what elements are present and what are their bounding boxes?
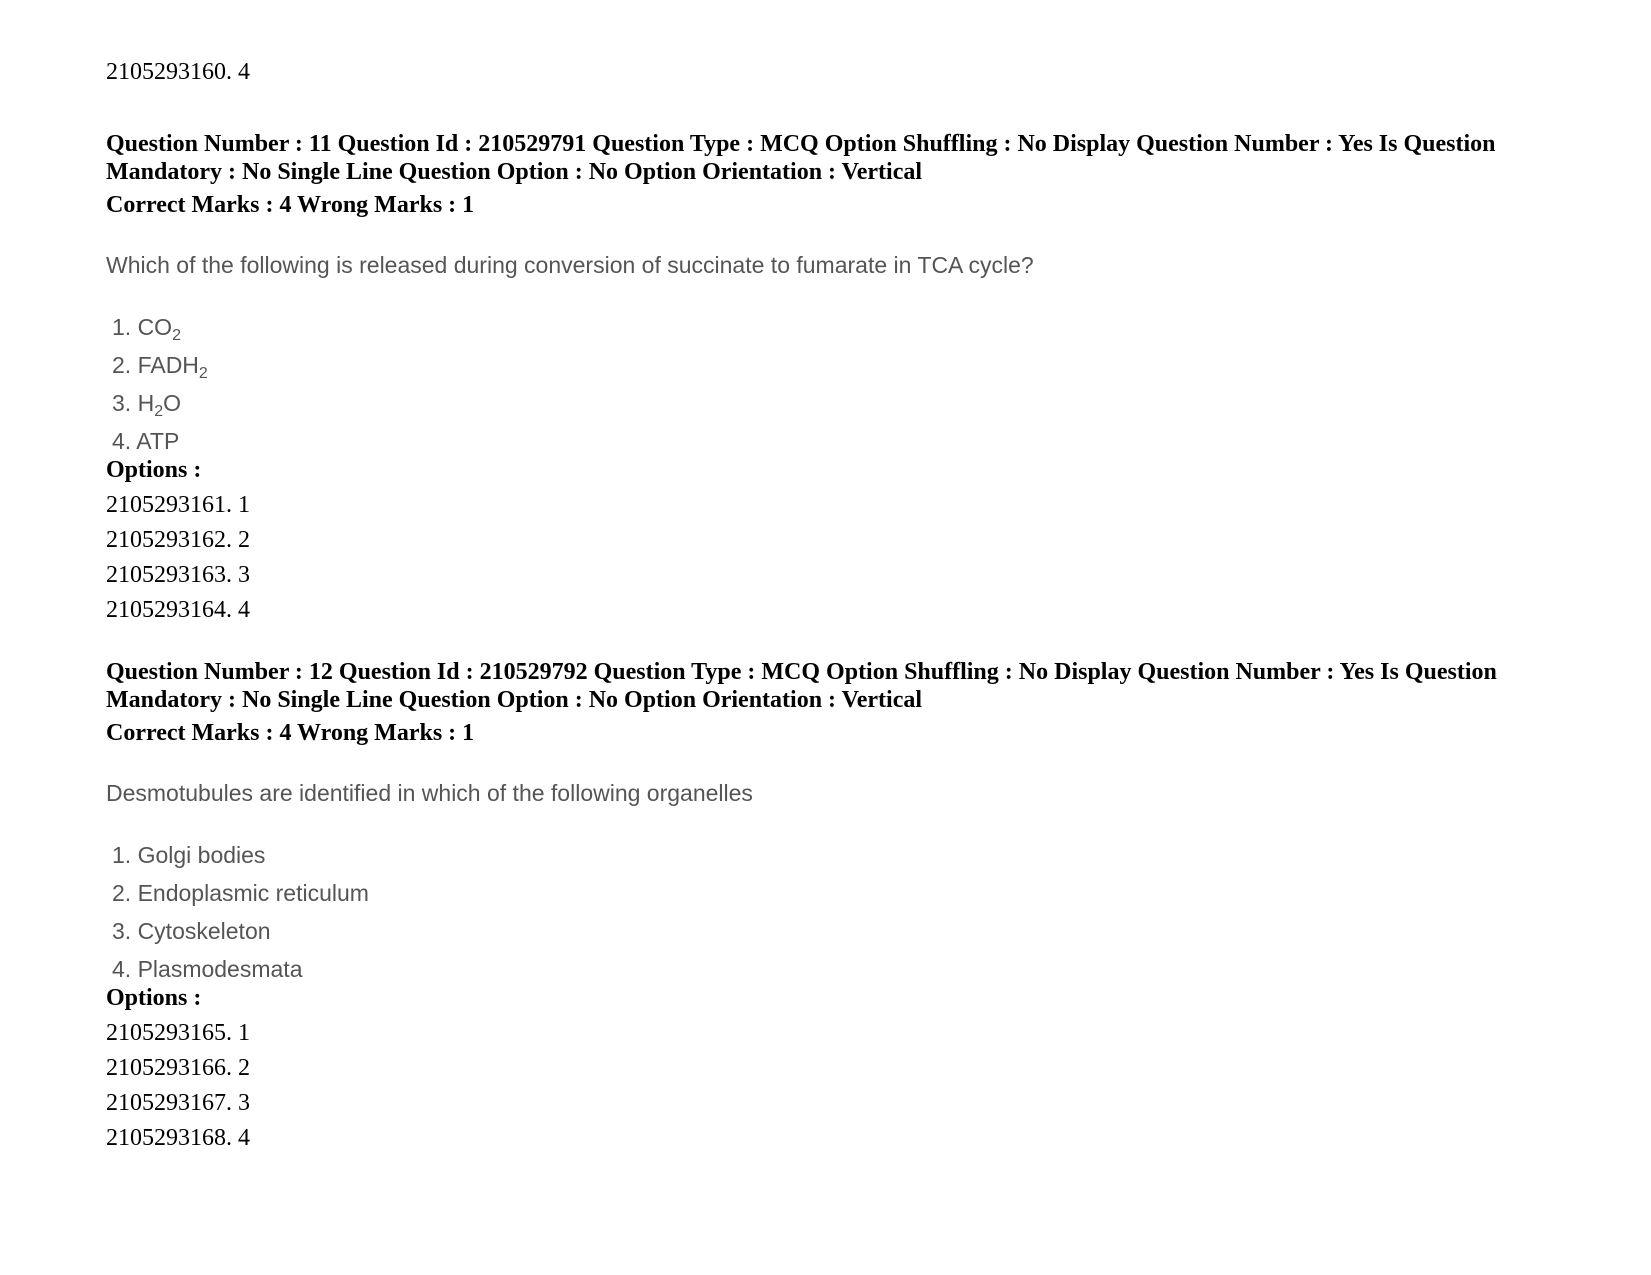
- previous-option-line: 2105293160. 4: [106, 59, 250, 85]
- previous-option-block: [106, 55, 1566, 90]
- option-line: 2105293161. 1: [106, 492, 250, 518]
- question-meta: Question Number : 12 Question Id : 210529792 Question Type : MCQ Option Shuffling : No Display Question Number : Yes Is Question Mandatory : No Single Line Question Option : No Option Orientation : Vertical: [106, 659, 1497, 713]
- options-label: Options :: [106, 985, 202, 1011]
- question-text-block-12: [106, 777, 1566, 809]
- option-line: 2105293164. 4: [106, 597, 250, 623]
- options-label: Options :: [106, 457, 202, 483]
- options-block-11: [106, 453, 1566, 628]
- question-block-12: [106, 658, 1566, 748]
- question-marks: Correct Marks : 4 Wrong Marks : 1: [106, 192, 475, 218]
- choice-item: 4. Plasmodesmata: [112, 956, 303, 982]
- choice-item: 3. Cytoskeleton: [112, 918, 271, 944]
- question-text-block-11: [106, 249, 1566, 281]
- choice-item: 3. $H_2O$: [112, 390, 181, 420]
- choice-item: 1. $CO_2$: [112, 314, 181, 344]
- question-text: Desmotubules are identified in which of the following organelles: [106, 780, 753, 806]
- choice-list-12: [106, 836, 1566, 988]
- choice-item: 2. $FADH_2$: [112, 352, 208, 382]
- question-block-11: [106, 130, 1566, 220]
- choice-item: 2. Endoplasmic reticulum: [112, 880, 369, 906]
- option-line: 2105293162. 2: [106, 527, 250, 553]
- choice-list-11: [106, 308, 1566, 460]
- options-block-12: [106, 981, 1566, 1156]
- option-line: 2105293165. 1: [106, 1020, 250, 1046]
- question-marks: Correct Marks : 4 Wrong Marks : 1: [106, 720, 475, 746]
- option-line: 2105293166. 2: [106, 1055, 250, 1081]
- option-line: 2105293168. 4: [106, 1125, 250, 1151]
- question-text: Which of the following is released during conversion of succinate to fumarate in TCA cycle?: [106, 252, 1034, 278]
- choice-item: 4. ATP: [112, 428, 180, 454]
- option-line: 2105293163. 3: [106, 562, 250, 588]
- option-line: 2105293167. 3: [106, 1090, 250, 1116]
- question-meta: Question Number : 11 Question Id : 210529791 Question Type : MCQ Option Shuffling : No Display Question Number : Yes Is Question Mandatory : No Single Line Question Option : No Option Orientation : Vertical: [106, 131, 1496, 185]
- choice-item: 1. Golgi bodies: [112, 842, 266, 868]
